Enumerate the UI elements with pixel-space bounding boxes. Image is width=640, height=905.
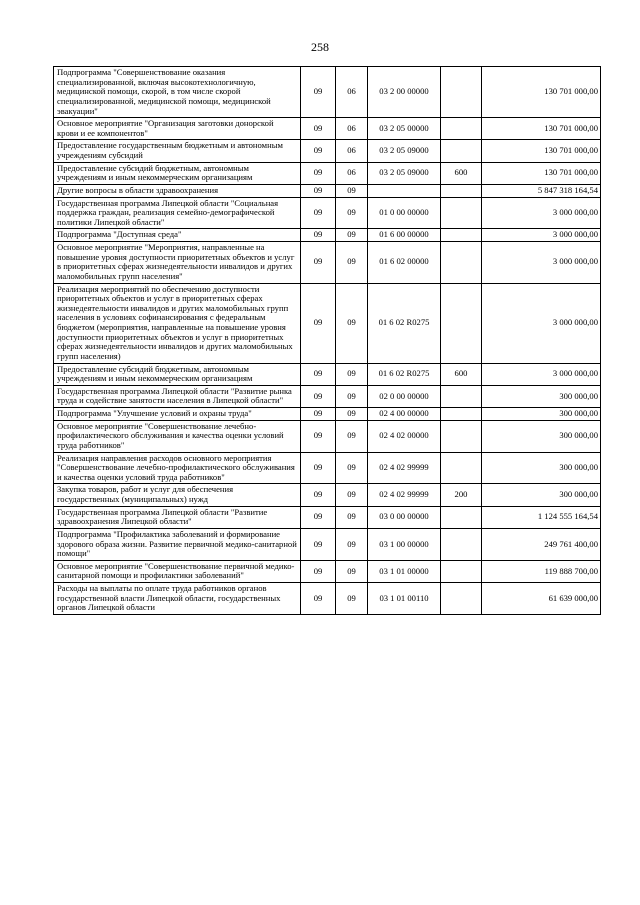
table-row bbox=[54, 506, 601, 528]
row-name: Подпрограмма "Доступная среда" bbox=[54, 229, 301, 242]
amount: 300 000,00 bbox=[482, 408, 601, 421]
subsection-code: 06 bbox=[336, 140, 368, 162]
expense-type-code bbox=[441, 506, 482, 528]
subsection-code: 09 bbox=[336, 197, 368, 229]
amount: 3 000 000,00 bbox=[482, 242, 601, 284]
row-name: Государственная программа Липецкой области "Социальная поддержка граждан, реализация семейно-демографической политики Липецкой области" bbox=[54, 197, 301, 229]
subsection-code: 09 bbox=[336, 528, 368, 560]
section-code: 09 bbox=[301, 229, 336, 242]
section-code: 09 bbox=[301, 484, 336, 506]
amount: 130 701 000,00 bbox=[482, 140, 601, 162]
row-name: Подпрограмма "Профилактика заболеваний и формирование здорового образа жизни. Развитие первичной медико-санитарной помощи" bbox=[54, 528, 301, 560]
row-name: Основное мероприятие "Организация заготовки донорской крови и ее компонентов" bbox=[54, 118, 301, 140]
section-code: 09 bbox=[301, 560, 336, 582]
amount: 130 701 000,00 bbox=[482, 67, 601, 118]
target-article-code: 02 0 00 00000 bbox=[368, 385, 441, 407]
table-row bbox=[54, 184, 601, 197]
table-row bbox=[54, 408, 601, 421]
target-article-code: 01 6 02 00000 bbox=[368, 242, 441, 284]
target-article-code: 01 0 00 00000 bbox=[368, 197, 441, 229]
table-row bbox=[54, 420, 601, 452]
expense-type-code bbox=[441, 67, 482, 118]
target-article-code: 03 2 05 09000 bbox=[368, 162, 441, 184]
amount: 130 701 000,00 bbox=[482, 118, 601, 140]
target-article-code: 03 1 01 00000 bbox=[368, 560, 441, 582]
subsection-code: 09 bbox=[336, 560, 368, 582]
section-code: 09 bbox=[301, 408, 336, 421]
subsection-code: 09 bbox=[336, 363, 368, 385]
row-name: Подпрограмма "Совершенствование оказания специализированной, включая высокотехнологичную, медицинской помощи, скорой, в том числе скорой специализированной, медицинской помощи, медицинской эвакуации" bbox=[54, 67, 301, 118]
subsection-code: 09 bbox=[336, 229, 368, 242]
table-row bbox=[54, 67, 601, 118]
target-article-code: 03 2 05 00000 bbox=[368, 118, 441, 140]
table-row bbox=[54, 162, 601, 184]
table-row bbox=[54, 283, 601, 363]
expense-type-code bbox=[441, 242, 482, 284]
amount: 300 000,00 bbox=[482, 452, 601, 484]
expense-type-code bbox=[441, 283, 482, 363]
row-name: Основное мероприятие "Совершенствование первичной медико-санитарной помощи и профилактики заболеваний" bbox=[54, 560, 301, 582]
budget-table bbox=[53, 66, 601, 615]
expense-type-code bbox=[441, 140, 482, 162]
section-code: 09 bbox=[301, 506, 336, 528]
target-article-code: 03 0 00 00000 bbox=[368, 506, 441, 528]
section-code: 09 bbox=[301, 197, 336, 229]
table-row bbox=[54, 140, 601, 162]
section-code: 09 bbox=[301, 452, 336, 484]
section-code: 09 bbox=[301, 420, 336, 452]
section-code: 09 bbox=[301, 583, 336, 615]
row-name: Закупка товаров, работ и услуг для обеспечения государственных (муниципальных) нужд bbox=[54, 484, 301, 506]
amount: 130 701 000,00 bbox=[482, 162, 601, 184]
amount: 249 761 400,00 bbox=[482, 528, 601, 560]
expense-type-code bbox=[441, 229, 482, 242]
target-article-code: 01 6 02 R0275 bbox=[368, 363, 441, 385]
row-name: Реализация направления расходов основного мероприятия "Совершенствование лечебно-профилактического обслуживания и качества оценки условий труда работников" bbox=[54, 452, 301, 484]
expense-type-code bbox=[441, 197, 482, 229]
page-number: 258 bbox=[311, 40, 329, 54]
amount: 300 000,00 bbox=[482, 420, 601, 452]
budget-table-body bbox=[54, 67, 601, 615]
table-row bbox=[54, 229, 601, 242]
amount: 3 000 000,00 bbox=[482, 283, 601, 363]
expense-type-code: 600 bbox=[441, 162, 482, 184]
subsection-code: 09 bbox=[336, 484, 368, 506]
expense-type-code bbox=[441, 452, 482, 484]
table-row bbox=[54, 363, 601, 385]
subsection-code: 06 bbox=[336, 118, 368, 140]
target-article-code: 02 4 02 99999 bbox=[368, 452, 441, 484]
section-code: 09 bbox=[301, 67, 336, 118]
row-name: Основное мероприятие "Совершенствование лечебно-профилактического обслуживания и качества оценки условий труда работников" bbox=[54, 420, 301, 452]
target-article-code: 03 1 00 00000 bbox=[368, 528, 441, 560]
expense-type-code bbox=[441, 560, 482, 582]
amount: 1 124 555 164,54 bbox=[482, 506, 601, 528]
table-row bbox=[54, 484, 601, 506]
expense-type-code bbox=[441, 385, 482, 407]
subsection-code: 09 bbox=[336, 506, 368, 528]
table-row bbox=[54, 118, 601, 140]
row-name: Основное мероприятие "Мероприятия, направленные на повышение уровня доступности приоритетных объектов и услуг в приоритетных сферах жизнедеятельности инвалидов и других маломобильных групп населения" bbox=[54, 242, 301, 284]
subsection-code: 06 bbox=[336, 162, 368, 184]
section-code: 09 bbox=[301, 162, 336, 184]
table-row bbox=[54, 560, 601, 582]
expense-type-code bbox=[441, 184, 482, 197]
subsection-code: 09 bbox=[336, 385, 368, 407]
section-code: 09 bbox=[301, 283, 336, 363]
section-code: 09 bbox=[301, 118, 336, 140]
expense-type-code: 200 bbox=[441, 484, 482, 506]
target-article-code bbox=[368, 184, 441, 197]
amount: 61 639 000,00 bbox=[482, 583, 601, 615]
row-name: Реализация мероприятий по обеспечению доступности приоритетных объектов и услуг в приоритетных сферах жизнедеятельности инвалидов и других маломобильных групп населения в условиях софинансирования с федеральным бюджетом (мероприятия, направленные на повышение уровня доступности приоритетных объектов и услуг в приоритетных сферах жизнедеятельности инвалидов и других маломобильных групп населения) bbox=[54, 283, 301, 363]
amount: 300 000,00 bbox=[482, 385, 601, 407]
expense-type-code bbox=[441, 118, 482, 140]
table-row bbox=[54, 197, 601, 229]
amount: 5 847 318 164,54 bbox=[482, 184, 601, 197]
target-article-code: 02 4 02 99999 bbox=[368, 484, 441, 506]
section-code: 09 bbox=[301, 140, 336, 162]
table-row bbox=[54, 452, 601, 484]
table-row bbox=[54, 583, 601, 615]
target-article-code: 03 2 00 00000 bbox=[368, 67, 441, 118]
amount: 119 888 700,00 bbox=[482, 560, 601, 582]
expense-type-code bbox=[441, 528, 482, 560]
row-name: Другие вопросы в области здравоохранения bbox=[54, 184, 301, 197]
row-name: Предоставление государственным бюджетным и автономным учреждениям субсидий bbox=[54, 140, 301, 162]
amount: 300 000,00 bbox=[482, 484, 601, 506]
subsection-code: 09 bbox=[336, 420, 368, 452]
row-name: Подпрограмма "Улучшение условий и охраны труда" bbox=[54, 408, 301, 421]
table-row bbox=[54, 242, 601, 284]
target-article-code: 03 2 05 09000 bbox=[368, 140, 441, 162]
section-code: 09 bbox=[301, 528, 336, 560]
expense-type-code bbox=[441, 583, 482, 615]
amount: 3 000 000,00 bbox=[482, 229, 601, 242]
section-code: 09 bbox=[301, 242, 336, 284]
subsection-code: 09 bbox=[336, 283, 368, 363]
expense-type-code bbox=[441, 420, 482, 452]
table-row bbox=[54, 528, 601, 560]
row-name: Государственная программа Липецкой области "Развитие рынка труда и содействие занятости населения в Липецкой области" bbox=[54, 385, 301, 407]
target-article-code: 01 6 00 00000 bbox=[368, 229, 441, 242]
row-name: Расходы на выплаты по оплате труда работников органов государственной власти Липецкой области, государственных органов Липецкой области bbox=[54, 583, 301, 615]
table-row bbox=[54, 385, 601, 407]
expense-type-code bbox=[441, 408, 482, 421]
section-code: 09 bbox=[301, 184, 336, 197]
section-code: 09 bbox=[301, 363, 336, 385]
amount: 3 000 000,00 bbox=[482, 197, 601, 229]
subsection-code: 09 bbox=[336, 242, 368, 284]
target-article-code: 03 1 01 00110 bbox=[368, 583, 441, 615]
target-article-code: 01 6 02 R0275 bbox=[368, 283, 441, 363]
subsection-code: 09 bbox=[336, 184, 368, 197]
subsection-code: 06 bbox=[336, 67, 368, 118]
row-name: Предоставление субсидий бюджетным, автономным учреждениям и иным некоммерческим организациям bbox=[54, 162, 301, 184]
row-name: Государственная программа Липецкой области "Развитие здравоохранения Липецкой области" bbox=[54, 506, 301, 528]
row-name: Предоставление субсидий бюджетным, автономным учреждениям и иным некоммерческим организациям bbox=[54, 363, 301, 385]
subsection-code: 09 bbox=[336, 452, 368, 484]
subsection-code: 09 bbox=[336, 583, 368, 615]
amount: 3 000 000,00 bbox=[482, 363, 601, 385]
section-code: 09 bbox=[301, 385, 336, 407]
target-article-code: 02 4 02 00000 bbox=[368, 420, 441, 452]
expense-type-code: 600 bbox=[441, 363, 482, 385]
subsection-code: 09 bbox=[336, 408, 368, 421]
target-article-code: 02 4 00 00000 bbox=[368, 408, 441, 421]
